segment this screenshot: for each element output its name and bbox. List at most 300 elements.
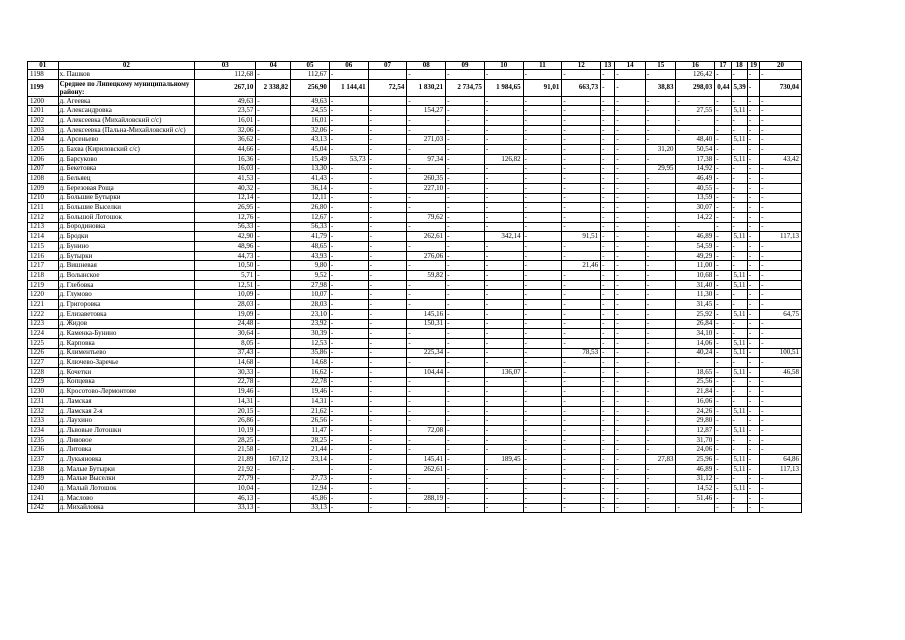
table-row — [28, 426, 802, 436]
table-row — [28, 183, 802, 193]
value-cell: - — [760, 377, 802, 387]
value-cell: - — [601, 319, 615, 329]
value-cell: - — [562, 242, 601, 252]
value-cell: - — [760, 222, 802, 232]
value-cell: - — [601, 203, 615, 213]
value-cell: - — [446, 193, 485, 203]
value-cell: - — [747, 300, 759, 310]
value-cell: 45,04 — [291, 145, 330, 155]
value-cell: 44,73 — [195, 251, 256, 261]
value-cell: 227,10 — [407, 183, 446, 193]
value-cell: 59,82 — [407, 271, 446, 281]
value-cell: - — [601, 271, 615, 281]
value-cell: - — [329, 193, 368, 203]
value-cell: - — [329, 271, 368, 281]
row-number: 1232 — [28, 406, 59, 416]
value-cell: - — [645, 493, 676, 503]
value-cell: - — [760, 426, 802, 436]
value-cell: - — [747, 135, 759, 145]
value-cell: - — [645, 377, 676, 387]
value-cell: - — [615, 348, 646, 358]
value-cell: - — [615, 280, 646, 290]
value-cell: 33,13 — [291, 503, 330, 513]
value-cell: 14,31 — [195, 397, 256, 407]
value-cell: - — [256, 464, 291, 474]
value-cell: - — [747, 319, 759, 329]
value-cell: - — [407, 164, 446, 174]
value-cell: - — [645, 464, 676, 474]
value-cell: - — [760, 125, 802, 135]
value-cell: - — [645, 367, 676, 377]
value-cell: 12,76 — [195, 212, 256, 222]
value-cell: - — [645, 319, 676, 329]
value-cell: 56,33 — [195, 222, 256, 232]
value-cell: - — [484, 212, 523, 222]
value-cell: - — [645, 242, 676, 252]
value-cell: - — [256, 242, 291, 252]
value-cell: - — [747, 406, 759, 416]
value-cell: 5,11 — [731, 280, 747, 290]
settlement-name: д. Ключево-Заречье — [58, 358, 195, 368]
value-cell: - — [747, 426, 759, 436]
value-cell: - — [446, 135, 485, 145]
value-cell: 97,34 — [407, 154, 446, 164]
value-cell: - — [368, 125, 407, 135]
value-cell: 41,79 — [291, 232, 330, 242]
value-cell: - — [731, 203, 747, 213]
value-cell: - — [329, 445, 368, 455]
value-cell: - — [523, 309, 562, 319]
value-cell: - — [562, 445, 601, 455]
table-row — [28, 319, 802, 329]
value-cell: - — [446, 464, 485, 474]
row-number: 1239 — [28, 474, 59, 484]
value-cell: 91,01 — [523, 79, 562, 96]
value-cell: 21,44 — [291, 445, 330, 455]
value-cell: - — [760, 271, 802, 281]
value-cell: - — [615, 406, 646, 416]
value-cell: 24,48 — [195, 319, 256, 329]
value-cell: - — [760, 319, 802, 329]
settlement-name: д. Малые Выселки — [58, 474, 195, 484]
value-cell: - — [601, 300, 615, 310]
value-cell: - — [329, 474, 368, 484]
value-cell: - — [329, 164, 368, 174]
value-cell: - — [601, 242, 615, 252]
value-cell: - — [715, 406, 731, 416]
settlement-name: д. Каменка-Бунино — [58, 329, 195, 339]
value-cell: - — [562, 338, 601, 348]
table-row — [28, 367, 802, 377]
value-cell: - — [601, 367, 615, 377]
value-cell: - — [256, 416, 291, 426]
value-cell: - — [760, 435, 802, 445]
value-cell: - — [523, 503, 562, 513]
value-cell: - — [731, 319, 747, 329]
value-cell: - — [484, 242, 523, 252]
value-cell: - — [523, 416, 562, 426]
value-cell: - — [446, 358, 485, 368]
value-cell: - — [256, 397, 291, 407]
value-cell: - — [747, 455, 759, 465]
table-row — [28, 242, 802, 252]
value-cell: 27,79 — [195, 474, 256, 484]
value-cell: - — [523, 455, 562, 465]
value-cell: - — [562, 416, 601, 426]
table-row — [28, 435, 802, 445]
value-cell: - — [446, 174, 485, 184]
value-cell: - — [523, 271, 562, 281]
value-cell: - — [601, 280, 615, 290]
value-cell: 41,53 — [195, 174, 256, 184]
value-cell: - — [484, 493, 523, 503]
value-cell: 49,63 — [195, 96, 256, 106]
value-cell: - — [407, 435, 446, 445]
value-cell: - — [747, 164, 759, 174]
value-cell: - — [368, 416, 407, 426]
value-cell: 46,89 — [676, 232, 715, 242]
value-cell: - — [523, 145, 562, 155]
settlement-name: д. Агеевка — [58, 96, 195, 106]
value-cell: - — [747, 222, 759, 232]
value-cell: - — [715, 435, 731, 445]
value-cell: 30,64 — [195, 329, 256, 339]
value-cell: 30,07 — [676, 203, 715, 213]
value-cell: - — [731, 242, 747, 252]
value-cell: - — [760, 290, 802, 300]
value-cell: - — [407, 290, 446, 300]
value-cell: - — [615, 125, 646, 135]
value-cell: 21,89 — [195, 455, 256, 465]
value-cell: 46,49 — [676, 174, 715, 184]
value-cell: - — [615, 445, 646, 455]
value-cell: - — [329, 309, 368, 319]
value-cell: - — [368, 280, 407, 290]
table-row — [28, 329, 802, 339]
column-header-02: 02 — [58, 62, 195, 70]
value-cell: - — [523, 232, 562, 242]
value-cell: - — [368, 193, 407, 203]
value-cell: 730,04 — [760, 79, 802, 96]
value-cell: - — [760, 329, 802, 339]
value-cell: - — [715, 493, 731, 503]
value-cell: - — [601, 348, 615, 358]
value-cell: - — [645, 251, 676, 261]
value-cell: 10,07 — [291, 290, 330, 300]
value-cell: - — [715, 145, 731, 155]
value-cell: - — [523, 70, 562, 80]
value-cell: - — [747, 387, 759, 397]
value-cell: - — [256, 406, 291, 416]
value-cell: - — [645, 300, 676, 310]
value-cell: 5,11 — [731, 106, 747, 116]
value-cell: 126,42 — [676, 70, 715, 80]
value-cell: 5,11 — [731, 367, 747, 377]
value-cell: - — [715, 358, 731, 368]
value-cell: - — [645, 503, 676, 513]
value-cell: - — [368, 164, 407, 174]
value-cell: - — [715, 135, 731, 145]
value-cell: - — [731, 145, 747, 155]
value-cell: - — [731, 329, 747, 339]
value-cell: - — [615, 300, 646, 310]
value-cell: - — [715, 426, 731, 436]
settlement-name: д. Копцевка — [58, 377, 195, 387]
value-cell: - — [615, 222, 646, 232]
row-number: 1222 — [28, 309, 59, 319]
value-cell: - — [731, 474, 747, 484]
value-cell: - — [256, 377, 291, 387]
value-cell: - — [615, 242, 646, 252]
value-cell: - — [615, 367, 646, 377]
value-cell: - — [562, 290, 601, 300]
value-cell: - — [446, 280, 485, 290]
value-cell: - — [715, 377, 731, 387]
value-cell: 5,71 — [195, 271, 256, 281]
value-cell: - — [615, 493, 646, 503]
value-cell: - — [760, 251, 802, 261]
row-number: 1242 — [28, 503, 59, 513]
value-cell: - — [407, 358, 446, 368]
table-row — [28, 125, 802, 135]
value-cell: - — [731, 125, 747, 135]
value-cell: - — [601, 387, 615, 397]
value-cell: - — [715, 222, 731, 232]
value-cell: - — [329, 397, 368, 407]
settlement-name: д. Ламская 2-я — [58, 406, 195, 416]
value-cell: - — [484, 484, 523, 494]
value-cell: - — [523, 319, 562, 329]
value-cell: - — [446, 387, 485, 397]
table-row — [28, 464, 802, 474]
value-cell: 23,57 — [195, 106, 256, 116]
row-number: 1199 — [28, 79, 59, 96]
value-cell: - — [562, 474, 601, 484]
value-cell: - — [407, 280, 446, 290]
value-cell: - — [676, 116, 715, 126]
value-cell: 27,55 — [676, 106, 715, 116]
value-cell: - — [368, 406, 407, 416]
value-cell: - — [368, 367, 407, 377]
column-header-09: 09 — [446, 62, 485, 70]
value-cell: 43,93 — [291, 251, 330, 261]
value-cell: - — [446, 406, 485, 416]
value-cell: - — [329, 367, 368, 377]
value-cell: - — [645, 397, 676, 407]
value-cell: - — [256, 503, 291, 513]
settlement-name: д. Ламская — [58, 397, 195, 407]
row-number: 1215 — [28, 242, 59, 252]
value-cell: - — [562, 280, 601, 290]
column-header-17: 17 — [715, 62, 731, 70]
value-cell: 54,59 — [676, 242, 715, 252]
value-cell: - — [368, 377, 407, 387]
row-number: 1217 — [28, 261, 59, 271]
value-cell: 260,35 — [407, 174, 446, 184]
value-cell: - — [615, 193, 646, 203]
value-cell: - — [329, 116, 368, 126]
value-cell: - — [407, 145, 446, 155]
value-cell: - — [645, 309, 676, 319]
value-cell: - — [484, 338, 523, 348]
value-cell: - — [645, 135, 676, 145]
value-cell: - — [562, 484, 601, 494]
value-cell: - — [484, 70, 523, 80]
value-cell: - — [615, 212, 646, 222]
value-cell: 100,51 — [760, 348, 802, 358]
value-cell: - — [407, 96, 446, 106]
value-cell: 10,04 — [195, 484, 256, 494]
value-cell: 2 338,82 — [256, 79, 291, 96]
value-cell: - — [562, 183, 601, 193]
value-cell: - — [760, 493, 802, 503]
value-cell: - — [329, 290, 368, 300]
value-cell: - — [484, 474, 523, 484]
value-cell: - — [615, 135, 646, 145]
table-row — [28, 338, 802, 348]
value-cell: - — [562, 503, 601, 513]
value-cell: 16,36 — [195, 154, 256, 164]
value-cell: - — [368, 503, 407, 513]
value-cell: 14,31 — [291, 397, 330, 407]
value-cell: - — [329, 242, 368, 252]
value-cell: - — [645, 329, 676, 339]
value-cell: - — [446, 435, 485, 445]
table-row — [28, 212, 802, 222]
value-cell: - — [676, 125, 715, 135]
row-number: 1238 — [28, 464, 59, 474]
value-cell: - — [645, 154, 676, 164]
settlement-name: д. Маслово — [58, 493, 195, 503]
value-cell: - — [562, 435, 601, 445]
value-cell: - — [368, 271, 407, 281]
value-cell: - — [715, 474, 731, 484]
row-number: 1205 — [28, 145, 59, 155]
value-cell: - — [601, 154, 615, 164]
table-row — [28, 145, 802, 155]
value-cell: - — [484, 251, 523, 261]
settlement-name: д. Малый Лотошок — [58, 484, 195, 494]
value-cell: 37,43 — [195, 348, 256, 358]
value-cell: - — [407, 484, 446, 494]
value-cell: - — [329, 135, 368, 145]
value-cell: - — [747, 271, 759, 281]
value-cell — [368, 70, 407, 80]
value-cell: - — [446, 125, 485, 135]
value-cell: - — [747, 464, 759, 474]
value-cell: - — [747, 445, 759, 455]
value-cell: - — [407, 338, 446, 348]
value-cell: 46,89 — [676, 464, 715, 474]
value-cell: - — [760, 164, 802, 174]
value-cell: - — [601, 222, 615, 232]
value-cell: - — [329, 70, 368, 80]
value-cell: - — [715, 416, 731, 426]
value-cell: - — [760, 70, 802, 80]
value-cell: - — [256, 145, 291, 155]
value-cell: - — [562, 300, 601, 310]
value-cell: - — [747, 106, 759, 116]
value-cell: 9,80 — [291, 261, 330, 271]
settlement-name: д. Вишневая — [58, 261, 195, 271]
value-cell: - — [645, 358, 676, 368]
value-cell: 19,09 — [195, 309, 256, 319]
value-cell: - — [715, 251, 731, 261]
value-cell: 21,84 — [676, 387, 715, 397]
value-cell: - — [615, 455, 646, 465]
settlement-name: д. Бутырки — [58, 251, 195, 261]
value-cell: - — [446, 154, 485, 164]
value-cell: 23,92 — [291, 319, 330, 329]
value-cell: 16,01 — [291, 116, 330, 126]
settlement-name: Среднее по Липецкому муниципальному району: — [58, 79, 195, 96]
value-cell: - — [601, 232, 615, 242]
settlement-name: д. Бельяец — [58, 174, 195, 184]
value-cell: - — [615, 164, 646, 174]
value-cell: - — [446, 309, 485, 319]
value-cell: - — [446, 319, 485, 329]
value-cell: 44,66 — [195, 145, 256, 155]
settlement-name: д. Алексеевка (Михайловский с/с) — [58, 116, 195, 126]
value-cell: - — [368, 222, 407, 232]
value-cell: - — [601, 493, 615, 503]
value-cell: - — [368, 212, 407, 222]
value-cell: - — [329, 435, 368, 445]
value-cell: - — [446, 96, 485, 106]
value-cell: 25,92 — [676, 309, 715, 319]
value-cell: - — [329, 261, 368, 271]
table-row — [28, 116, 802, 126]
value-cell: - — [329, 232, 368, 242]
value-cell: - — [731, 183, 747, 193]
value-cell: - — [256, 164, 291, 174]
value-cell: - — [760, 300, 802, 310]
value-cell: - — [407, 406, 446, 416]
value-cell: - — [562, 106, 601, 116]
value-cell: 21,58 — [195, 445, 256, 455]
value-cell: - — [715, 503, 731, 513]
value-cell: - — [368, 251, 407, 261]
value-cell: 1 984,65 — [484, 79, 523, 96]
value-cell: - — [601, 503, 615, 513]
value-cell: - — [368, 319, 407, 329]
value-cell: - — [329, 348, 368, 358]
value-cell: - — [523, 445, 562, 455]
value-cell: - — [256, 154, 291, 164]
value-cell: 14,92 — [676, 164, 715, 174]
value-cell: - — [715, 106, 731, 116]
value-cell: - — [484, 309, 523, 319]
value-cell: - — [645, 290, 676, 300]
value-cell: - — [523, 251, 562, 261]
table-row — [28, 406, 802, 416]
settlement-name: д. Бродки — [58, 232, 195, 242]
column-header-18: 18 — [731, 62, 747, 70]
row-number: 1227 — [28, 358, 59, 368]
settlement-name: д. Глумово — [58, 290, 195, 300]
value-cell: 5,11 — [731, 338, 747, 348]
value-cell: - — [256, 426, 291, 436]
value-cell: - — [645, 416, 676, 426]
settlement-name: д. Лаухино — [58, 416, 195, 426]
value-cell: - — [747, 116, 759, 126]
value-cell: - — [523, 212, 562, 222]
value-cell: - — [747, 79, 759, 96]
settlement-name: д. Алексеевка (Пальна-Михайловский с/с) — [58, 125, 195, 135]
value-cell: - — [747, 154, 759, 164]
value-cell: - — [731, 358, 747, 368]
value-cell: 271,03 — [407, 135, 446, 145]
